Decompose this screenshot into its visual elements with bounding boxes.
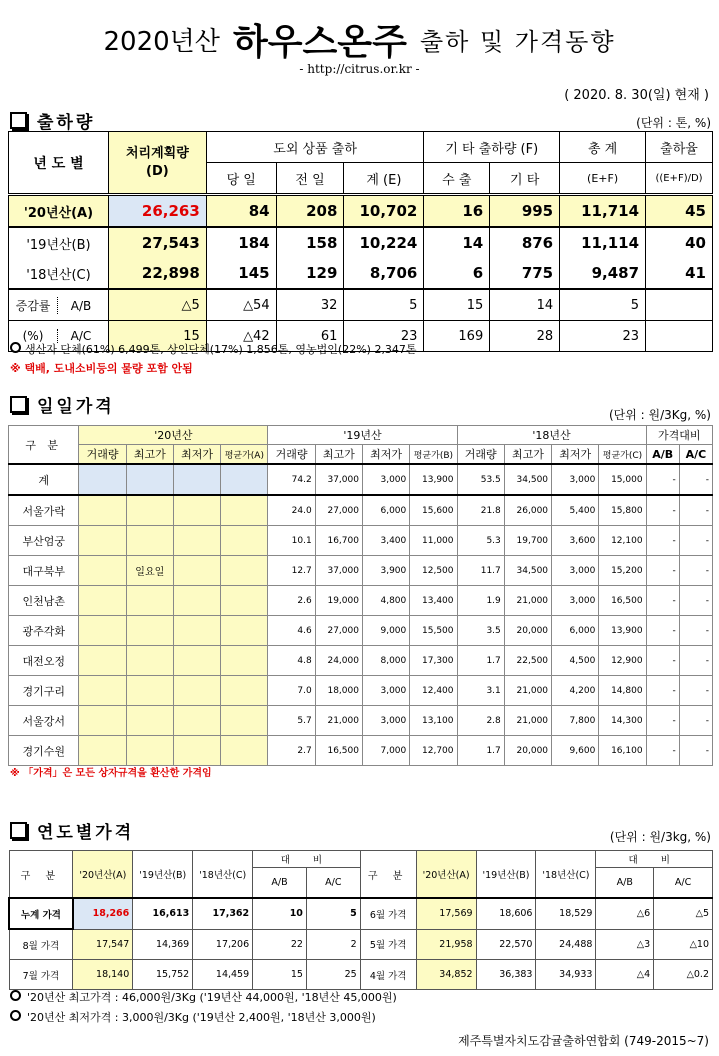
table-row: 계 74.2 37,000 3,000 13,900 53.5 34,500 3,000 15,000 - - bbox=[9, 464, 713, 495]
checkbox-icon bbox=[10, 112, 27, 129]
footer-org: 제주특별자치도감귤출하연합회 (749-2015~7) bbox=[458, 1034, 709, 1048]
header-plan: 처리계획량 (D) bbox=[108, 132, 206, 195]
yearly-note-2: '20년산 최저가격 : 3,000원/3Kg ('19년산 2,400원, '18년산 3,000원) bbox=[10, 1009, 376, 1025]
circle-bullet-icon bbox=[10, 1010, 21, 1021]
table-row: '19년산(B) 27,543 184 158 10,224 14 876 11,114 40 bbox=[9, 227, 713, 258]
site-url[interactable]: - http://citrus.or.kr - bbox=[299, 62, 420, 76]
table-row: 부산엄궁 10.1 16,700 3,400 11,000 5.3 19,700 3,600 12,100 - - bbox=[9, 526, 713, 556]
yearly-note-1: '20년산 최고가격 : 46,000원/3Kg ('19년산 44,000원, '18년산 45,000원) bbox=[10, 989, 397, 1005]
table-row: 경기수원 2.7 16,500 7,000 12,700 1.7 20,000 9,600 16,100 - - bbox=[9, 736, 713, 766]
table-row: 서울가락 24.0 27,000 6,000 15,600 21.8 26,000 5,400 15,800 - - bbox=[9, 495, 713, 526]
shipment-note-2: ※ 택배, 도내소비등의 물량 포함 안됨 bbox=[10, 362, 193, 375]
header-other: 기 타 출하량 (F) bbox=[424, 132, 560, 163]
header-etc: 기 타 bbox=[490, 163, 560, 195]
header-compare: 가격대비 bbox=[646, 426, 712, 445]
page-title bbox=[0, 14, 719, 65]
header-day: 당 일 bbox=[206, 163, 276, 195]
table-row: 7월 가격 18,140 15,752 14,459 15 25 4월 가격 34,852 36,383 34,933 △4 △0.2 bbox=[9, 960, 713, 990]
title-prefix: 2020년산 bbox=[103, 27, 220, 57]
daily-note: ※ 「가격」은 모든 상자규격을 환산한 가격임 bbox=[10, 768, 212, 779]
checkbox-icon bbox=[10, 396, 27, 413]
yearly-price-table: 구 분 '20년산(A) '19년산(B) '18년산(C) 대 비 구 분 '20년산(A) '19년산(B) '18년산(C) 대 비 A/B A/C A/B A/C 누계 가격 18,266 16,613 17,362 10 5 6월 가격 17,569 18,606 18,529 △6 △5 8월 가격 17,547 14,369 17,206 22 2 5월 가격 21,958 22,570 24,488 △3 △10 7월 가격 18,140 15,752 14,459 15 25 4월 가격 34,852 36,383 34,933 △4 △0.2 bbox=[8, 850, 713, 990]
shipment-unit: (단위 : 톤, %) bbox=[636, 116, 711, 130]
header-prev: 전 일 bbox=[276, 163, 344, 195]
report-date: ( 2020. 8. 30(일) 현재 ) bbox=[564, 88, 709, 103]
header-division: 구 분 bbox=[9, 426, 79, 465]
table-row: 경기구리 7.0 18,000 3,000 12,400 3.1 21,000 4,200 14,800 - - bbox=[9, 676, 713, 706]
table-row: 누계 가격 18,266 16,613 17,362 10 5 6월 가격 17,569 18,606 18,529 △6 △5 bbox=[9, 898, 713, 929]
header-total: 총 계 bbox=[560, 132, 646, 163]
header-2019: '19년산 bbox=[268, 426, 457, 445]
table-row: 광주각화 4.6 27,000 9,000 15,500 3.5 20,000 6,000 13,900 - - bbox=[9, 616, 713, 646]
table-row: 인천남촌 2.6 19,000 4,800 13,400 1.9 21,000 3,000 16,500 - - bbox=[9, 586, 713, 616]
header-export: 수 출 bbox=[424, 163, 490, 195]
table-row: 8월 가격 17,547 14,369 17,206 22 2 5월 가격 21,958 22,570 24,488 △3 △10 bbox=[9, 929, 713, 960]
table-row: 대전오정 4.8 24,000 8,000 17,300 1.7 22,500 4,500 12,900 - - bbox=[9, 646, 713, 676]
shipment-table bbox=[8, 131, 713, 352]
header-domestic: 도외 상품 출하 bbox=[206, 132, 424, 163]
yearly-unit: (단위 : 원/3kg, %) bbox=[609, 830, 711, 844]
header-total-sub: (E+F) bbox=[560, 163, 646, 195]
table-row: 증감률 A/B △5 △54 32 5 15 14 5 bbox=[9, 289, 713, 321]
header-year: 년 도 별 bbox=[9, 132, 109, 195]
checkbox-icon bbox=[10, 822, 27, 839]
section-daily-title: 일일가격 bbox=[10, 392, 115, 417]
table-row: 서울강서 5.7 21,000 3,000 13,100 2.8 21,000 7,800 14,300 - - bbox=[9, 706, 713, 736]
circle-bullet-icon bbox=[10, 342, 21, 353]
daily-price-table: 구 분 '20년산 '19년산 '18년산 가격대비 거래량 최고가 최저가 평균가(A) 거래량 최고가 최저가 평균가(B) 거래량 최고가 최저가 평균가(C) A/B A/C 계 74.2 37,000 3,000 13,900 53.5 34,500 3,000 15,000 - - 서울가락 24.0 27,000 6,000 15,600 21.8 26,000 5,400 15,800 - - 부산엄궁 10.1 16,700 3,400 11,000 5.3 19,700 3,600 12,100 - - 대구북부 일요일 12.7 37,000 3,900 12,500 11.7 34,500 3,000 15,200 - - 인천남촌 2.6 19,000 4,800 13,400 1.9 21,000 3,000 16,500 - - 광주각화 4.6 27,000 9,000 15,500 3.5 20,000 6,000 13,900 - - 대전오정 4.8 24,000 8,000 17,300 1.7 22,500 4,500 12,900 - - 경기구리 7.0 18,000 3,000 12,400 3.1 21,000 4,200 14,800 - - 서울강서 5.7 21,000 3,000 13,100 2.8 21,000 7,800 14,300 - - 경기수원 2.7 16,500 7,000 12,700 1.7 20,000 9,600 16,100 - - bbox=[8, 425, 713, 766]
section-yearly-title: 연도별가격 bbox=[10, 818, 134, 843]
table-row: '18년산(C) 22,898 145 129 8,706 6 775 9,487 41 bbox=[9, 258, 713, 289]
section-shipment-title: 출하량 bbox=[10, 108, 95, 133]
title-main: 하우스온주 bbox=[232, 22, 407, 63]
table-row: '20년산(A) 26,263 84 208 10,702 16 995 11,714 45 bbox=[9, 195, 713, 228]
title-suffix: 출하 및 가격동향 bbox=[419, 28, 616, 56]
header-2018: '18년산 bbox=[457, 426, 646, 445]
table-row: 대구북부 일요일 12.7 37,000 3,900 12,500 11.7 34,500 3,000 15,200 - - bbox=[9, 556, 713, 586]
header-rate: 출하율 bbox=[646, 132, 713, 163]
daily-unit: (단위 : 원/3Kg, %) bbox=[608, 408, 711, 422]
header-2020: '20년산 bbox=[79, 426, 268, 445]
table-row: (%) A/C 15 △42 61 23 169 28 23 bbox=[9, 321, 713, 352]
shipment-note-1: 생산자 단체(61%) 6,499톤, 상인단체(17%) 1,856톤, 영농법인(22%) 2,347톤 bbox=[10, 341, 417, 357]
header-rate-sub: ((E+F)/D) bbox=[646, 163, 713, 195]
circle-bullet-icon bbox=[10, 990, 21, 1001]
header-sum: 계 (E) bbox=[344, 163, 424, 195]
